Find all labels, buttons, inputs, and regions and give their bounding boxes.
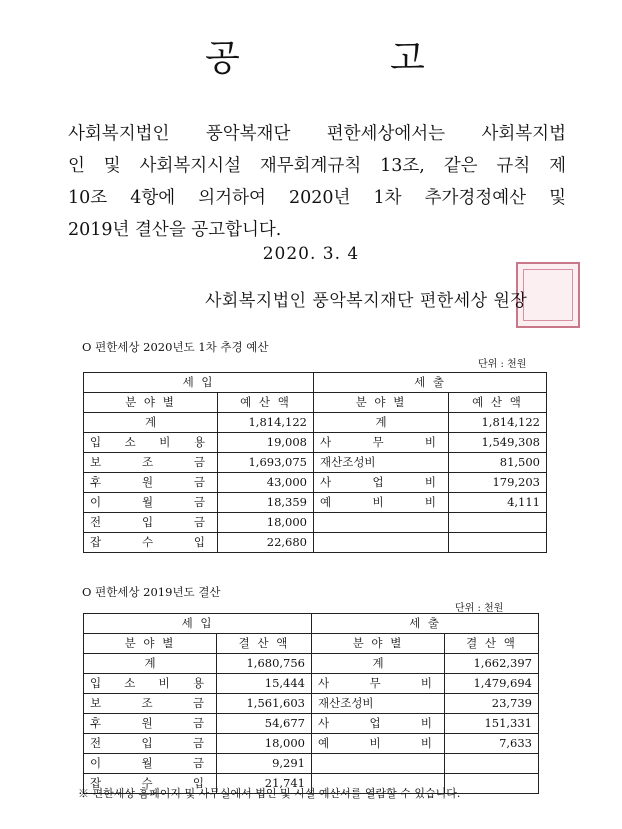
table1-unit: 단위 : 천원	[478, 359, 527, 370]
table-row	[84, 533, 547, 553]
category-label: 보 조 금	[90, 696, 204, 710]
income-category-cell	[84, 513, 218, 533]
notice-date: 2020. 3. 4	[262, 244, 360, 264]
title-char-left: 공	[205, 38, 242, 79]
income-category-cell	[84, 453, 218, 473]
category-label: 예 비 비	[320, 495, 436, 509]
income-amount-cell: 19,008	[218, 433, 314, 453]
table-row	[84, 654, 539, 674]
income-category-cell	[84, 533, 218, 553]
col-category: 분 야 별	[312, 634, 445, 654]
expense-category-cell	[314, 493, 449, 513]
body-line: 인 및 사회복지시설 재무회계규칙 13조, 같은 규칙 제	[68, 156, 566, 176]
expense-amount-cell: 81,500	[449, 453, 547, 473]
table-row	[84, 694, 539, 714]
expense-category-cell	[314, 473, 449, 493]
category-label: 이 월 금	[90, 495, 205, 509]
table1-section-title: O 편한세상 2020년도 1차 추경 예산	[82, 340, 269, 354]
table-row	[84, 714, 539, 734]
income-amount-cell: 54,677	[217, 714, 312, 734]
category-label: 보 조 금	[90, 455, 205, 469]
expense-category-cell	[314, 533, 449, 553]
expense-category-cell: 재산조성비	[312, 694, 445, 714]
income-amount-cell: 1,561,603	[217, 694, 312, 714]
table-group-header	[84, 614, 539, 634]
revenue-header: 세 입	[84, 614, 312, 634]
col-category: 분 야 별	[314, 393, 449, 413]
category-label: 잡 수 입	[90, 776, 204, 790]
table-row	[84, 433, 547, 453]
category-label: 후 원 금	[90, 716, 204, 730]
category-label: 사 업 비	[320, 475, 436, 489]
table-column-header	[84, 634, 539, 654]
expense-header: 세 출	[312, 614, 539, 634]
table-column-header	[84, 393, 547, 413]
category-label: 입 소 비 용	[90, 676, 204, 690]
expense-category-cell	[312, 734, 445, 754]
table-group-header	[84, 373, 547, 393]
category-label: 사 무 비	[320, 435, 436, 449]
expense-amount-cell	[449, 533, 547, 553]
table-row	[84, 413, 547, 433]
expense-amount-cell: 1,549,308	[449, 433, 547, 453]
income-amount-cell: 9,291	[217, 754, 312, 774]
income-category-cell	[84, 734, 217, 754]
income-category-cell	[84, 694, 217, 714]
expense-amount-cell: 1,479,694	[445, 674, 539, 694]
expense-amount-cell: 1,814,122	[449, 413, 547, 433]
notice-title	[0, 30, 622, 80]
col-category: 분 야 별	[84, 634, 217, 654]
table-row	[84, 453, 547, 473]
income-category-cell	[84, 473, 218, 493]
budget-table-2020	[83, 372, 547, 553]
income-category-cell	[84, 433, 218, 453]
income-amount-cell: 18,000	[217, 734, 312, 754]
notice-body	[68, 118, 566, 246]
expense-amount-cell	[449, 513, 547, 533]
expense-amount-cell: 23,739	[445, 694, 539, 714]
col-amount: 결 산 액	[445, 634, 539, 654]
category-label: 전 입 금	[90, 736, 204, 750]
expense-amount-cell: 1,662,397	[445, 654, 539, 674]
expense-category-cell	[314, 433, 449, 453]
table-row	[84, 734, 539, 754]
signer-name: 사회복지법인 풍악복지재단 편한세상 원장	[205, 291, 528, 311]
expense-category-cell	[312, 674, 445, 694]
income-amount-cell: 22,680	[218, 533, 314, 553]
expense-category-cell	[312, 714, 445, 734]
expense-category-cell: 계	[314, 413, 449, 433]
col-amount: 예 산 액	[449, 393, 547, 413]
income-amount-cell: 1,693,075	[218, 453, 314, 473]
category-label: 전 입 금	[90, 515, 205, 529]
category-label: 이 월 금	[90, 756, 204, 770]
settlement-table-2019	[83, 613, 539, 794]
category-label: 잡 수 입	[90, 535, 205, 549]
income-category-cell: 계	[84, 413, 218, 433]
income-category-cell: 계	[84, 654, 217, 674]
expense-category-cell	[312, 754, 445, 774]
table-row	[84, 493, 547, 513]
table2-section-title: O 편한세상 2019년도 결산	[82, 585, 221, 599]
col-category: 분 야 별	[84, 393, 218, 413]
expense-category-cell: 재산조성비	[314, 453, 449, 473]
income-amount-cell: 1,814,122	[218, 413, 314, 433]
expense-amount-cell: 179,203	[449, 473, 547, 493]
col-amount: 예 산 액	[218, 393, 314, 413]
income-amount-cell: 1,680,756	[217, 654, 312, 674]
income-amount-cell: 18,359	[218, 493, 314, 513]
body-line: 사회복지법인 풍악복재단 편한세상에서는 사회복지법	[68, 124, 566, 144]
table-row	[84, 754, 539, 774]
income-amount-cell: 43,000	[218, 473, 314, 493]
expense-amount-cell: 4,111	[449, 493, 547, 513]
expense-amount-cell: 7,633	[445, 734, 539, 754]
category-label: 예 비 비	[318, 736, 432, 750]
income-category-cell	[84, 714, 217, 734]
income-category-cell	[84, 674, 217, 694]
expense-header: 세 출	[314, 373, 547, 393]
category-label: 입 소 비 용	[90, 435, 205, 449]
table-row	[84, 513, 547, 533]
income-amount-cell: 21,741	[217, 774, 312, 794]
income-category-cell	[84, 754, 217, 774]
category-label: 사 무 비	[318, 676, 432, 690]
category-label: 후 원 금	[90, 475, 205, 489]
expense-amount-cell	[445, 754, 539, 774]
category-label: 사 업 비	[318, 716, 432, 730]
table2-unit: 단위 : 천원	[455, 603, 504, 614]
income-category-cell	[84, 493, 218, 513]
title-char-right: 고	[390, 38, 427, 79]
table-row	[84, 473, 547, 493]
footnote: ※ 편한세상 홈페이지 및 사무실에서 법인 및 시설 예산서를 열람할 수 있습니다.	[78, 787, 461, 800]
expense-category-cell	[314, 513, 449, 533]
expense-category-cell: 계	[312, 654, 445, 674]
revenue-header: 세 입	[84, 373, 314, 393]
table-row	[84, 674, 539, 694]
body-line: 10조 4항에 의거하여 2020년 1차 추가경정예산 및	[68, 188, 566, 208]
body-line: 2019년 결산을 공고합니다.	[68, 220, 282, 240]
expense-amount-cell: 151,331	[445, 714, 539, 734]
col-amount: 결 산 액	[217, 634, 312, 654]
income-amount-cell: 18,000	[218, 513, 314, 533]
income-amount-cell: 15,444	[217, 674, 312, 694]
